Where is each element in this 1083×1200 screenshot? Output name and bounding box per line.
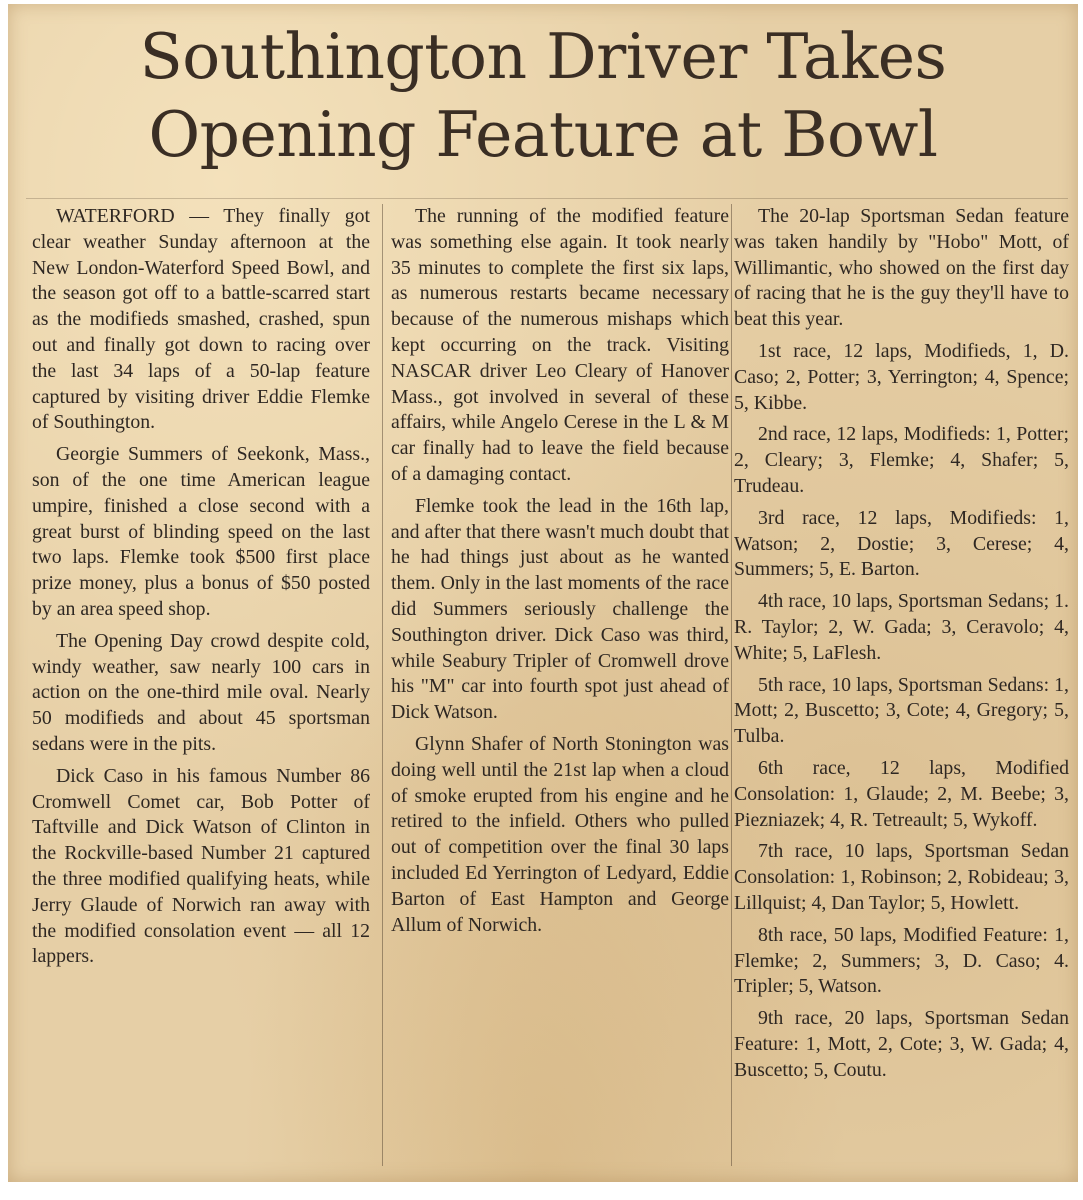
article-column-1 xyxy=(32,204,370,976)
article-column-3 xyxy=(734,204,1069,1090)
race-result: 8th race, 50 laps, Modified Feature: 1, Flemke; 2, Summers; 3, D. Caso; 4. Tripler; 5, Watson. xyxy=(734,923,1069,998)
race-result: 5th race, 10 laps, Sportsman Sedans: 1, Mott; 2, Buscetto; 3, Cote; 4, Gregory; 5, Tulba. xyxy=(734,673,1069,748)
headline-line-1: Southington Driver Takes xyxy=(139,20,947,93)
paragraph: The running of the modified feature was something else again. It took nearly 35 minutes to complete the first six laps, as numerous restarts became necessary because of the numerous mishaps which kept occurring on the track. Visiting NASCAR driver Leo Cleary of Hanover Mass., got involved in several of these affairs, while Angelo Cerese in the L & M car finally had to leave the field because of a damaging contact. xyxy=(391,205,729,485)
paragraph: Flemke took the lead in the 16th lap, and after that there wasn't much doubt that he had things just about as he wanted them. Only in the last moments of the race did Summers seriously challenge the Southington driver. Dick Caso was third, while Seabury Tripler of Cromwell drove his "M" car into fourth spot just ahead of Dick Watson. xyxy=(391,494,729,724)
paragraph: The Opening Day crowd despite cold, windy weather, saw nearly 100 cars in action on the one-third mile oval. Nearly 50 modifieds and about 45 sportsman sedans were in the pits. xyxy=(32,629,370,755)
paragraph: Dick Caso in his famous Number 86 Cromwell Comet car, Bob Potter of Taftville and Dick Watson of Clinton in the Rockville-based Number 21 captured the three modified qualifying heats, while Jerry Glaude of Norwich ran away with the modified consolation event — all 12 lappers. xyxy=(32,764,370,968)
race-result: 2nd race, 12 laps, Modifieds: 1, Potter; 2, Cleary; 3, Flemke; 4, Shafer; 5, Trudeau. xyxy=(734,423,1069,497)
newspaper-clipping xyxy=(8,4,1078,1182)
race-result: 4th race, 10 laps, Sportsman Sedans; 1. R. Taylor; 2, W. Gada; 3, Ceravolo; 4, White; 5, LaFlesh. xyxy=(734,590,1069,664)
race-result: 1st race, 12 laps, Modifieds, 1, D. Caso; 2, Potter; 3, Yerrington; 4, Spence; 5, Kibbe. xyxy=(734,339,1069,414)
headline xyxy=(8,18,1078,174)
paragraph: Georgie Summers of Seekonk, Mass., son of the one time American league umpire, finished a close second with a great burst of blinding speed on the last two laps. Flemke took $500 first place prize money, plus a bonus of $50 posted by an area speed shop. xyxy=(32,443,370,620)
headline-line-2: Opening Feature at Bowl xyxy=(148,98,938,171)
race-result: 3rd race, 12 laps, Modifieds: 1, Watson; 2, Dostie; 3, Cerese; 4, Summers; 5, E. Barton. xyxy=(734,506,1069,581)
headline-rule xyxy=(26,198,1068,199)
race-result: 9th race, 20 laps, Sportsman Sedan Feature: 1, Mott, 2, Cote; 3, W. Gada; 4, Buscetto; 5, Coutu. xyxy=(734,1007,1069,1081)
column-divider xyxy=(731,204,732,1166)
article-column-2 xyxy=(391,204,729,944)
race-result: 7th race, 10 laps, Sportsman Sedan Consolation: 1, Robinson; 2, Robideau; 3, Lillquist; 4, Dan Taylor; 5, Howlett. xyxy=(734,840,1069,914)
column-divider xyxy=(382,204,383,1166)
paragraph: The 20-lap Sportsman Sedan feature was taken handily by "Hobo" Mott, of Willimantic, who showed on the first day of racing that he is the guy they'll have to beat this year. xyxy=(734,205,1069,331)
paragraph: Glynn Shafer of North Stonington was doing well until the 21st lap when a cloud of smoke erupted from his engine and he retired to the infield. Others who pulled out of competition over the final 30 laps included Ed Yerrington of Ledyard, Eddie Barton of East Hampton and George Allum of Norwich. xyxy=(391,732,729,936)
paragraph: WATERFORD — They finally got clear weather Sunday afternoon at the New London-Waterford Speed Bowl, and the season got off to a battle-scarred start as the modifieds smashed, crashed, spun out and finally got down to racing over the last 34 laps of a 50-lap feature captured by visiting driver Eddie Flemke of Southington. xyxy=(32,205,370,434)
race-result: 6th race, 12 laps, Modified Consolation: 1, Glaude; 2, M. Beebe; 3, Piezniazek; 4, R. Tetreault; 5, Wykoff. xyxy=(734,756,1069,831)
